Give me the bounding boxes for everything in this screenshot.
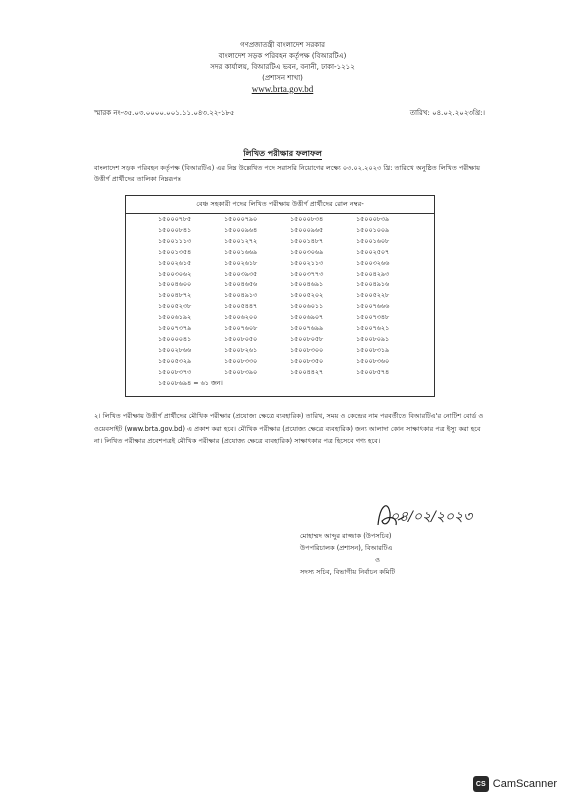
roll-number: ১৫০০১৪৮৭ [290, 236, 324, 245]
roll-number: ১৫০০০৭৯০ [224, 215, 258, 223]
roll-number: ১৫০০০৭৮৫ [158, 215, 192, 223]
roll-column-4 [356, 214, 420, 378]
roll-number: ১৫০০৩০৬৯ [290, 247, 324, 256]
roll-number: ১৫০০২৬১৫ [158, 258, 192, 267]
signature-date: ০৪/০২/২০২৩ [390, 509, 473, 525]
roll-number: ১৫০০৭৬৬৬ [356, 302, 390, 311]
document-title [0, 148, 565, 161]
roll-number: ১৫০০২১১৩ [290, 258, 324, 267]
roll-number: ১৫০০০৯৬৫ [290, 225, 324, 234]
roll-number: ১৫০০১৬৬৯ [224, 247, 258, 256]
website-link[interactable]: www.brta.gov.bd [251, 84, 314, 94]
memo-row [94, 107, 485, 119]
roll-column-3 [290, 214, 354, 378]
roll-number: ১৫০০১০০৯ [356, 225, 390, 234]
roll-number: ১৫০০২৮৬৬ [158, 345, 192, 354]
roll-number: ১৫০০১২৭২ [224, 236, 258, 245]
roll-number-table [125, 195, 435, 397]
roll-number: ১৫০০৭৬২১ [356, 324, 390, 333]
intro-paragraph: বাংলাদেশ সড়ক পরিবহন কর্তৃপক্ষ (বিআরটিএ) এর নিম্ন উল্লেখিত পদে সরাসরি নিয়োগের লক্ষ্যে ০৩.০২.২০২৩ খ্রি: তারিখে অনুষ্ঠিত লিখিত পরীক্ষায় উত্তীর্ণ প্রার্থীদের তালিকা নিম্নরূপঃ [94, 164, 481, 183]
note-paragraph: ২। লিখিত পরীক্ষায় উত্তীর্ণ প্রার্থীদের মৌখিক পরীক্ষার (প্রযোজ্য ক্ষেত্রে ব্যবহারিক) তারিখ, সময় ও কেন্দ্রের নাম পরবর্তীতে বিআরটিএ'র নোটিশ বোর্ড ও ওয়েবসাইট (www.brta.gov.bd) এ প্রকাশ করা হবে। মৌখিক পরীক্ষার (প্রযোজ্য ক্ষেত্রে ব্যবহারিক) জন্য আলাদা কোন সাক্ষাৎকার পত্র ইস্যু করা হবে না। লিখিত পরীক্ষার প্রবেশপত্রই মৌখিক পরীক্ষার (প্রযোজ্য ক্ষেত্রে ব্যবহারিক) সাক্ষাৎকার পত্র হিসেবে গণ্য হবে। [94, 412, 484, 445]
roll-number: ১৫০০৮০৫৮ [290, 334, 324, 343]
roll-number: ১৫০০০৮৪১ [158, 225, 192, 234]
roll-number: ১৫০০০৮৩৪ [290, 215, 324, 223]
signer-designation: উপপরিচালক (প্রশাসন), বিআরটিএ [300, 544, 393, 552]
roll-number: ১৫০০৫২০২ [290, 291, 324, 300]
roll-number: ১৫০০০০৪১ [158, 334, 192, 343]
roll-number: ১৫০০৩৭৭৩ [290, 269, 324, 278]
roll-number: ১৫০০৮৩০০ [290, 345, 324, 354]
table-heading: বেঞ্চ সহকারী পদের লিখিত পরীক্ষায় উত্তীর্ণ প্রার্থীদের রোল নম্বর- [126, 196, 434, 214]
camscanner-label: CamScanner [492, 778, 557, 790]
camscanner-icon: CS [473, 776, 489, 792]
roll-number: ১৫০০২৬১৮ [224, 258, 258, 267]
roll-number: ১৫০০৮৩১৯ [356, 345, 390, 354]
gov-line: গণপ্রজাতন্ত্রী বাংলাদেশ সরকার [240, 41, 325, 49]
roll-number: ১৫০০১৬০৮ [356, 236, 390, 245]
roll-column-1 [158, 214, 222, 389]
roll-number: ১৫০০৬১৯২ [158, 313, 192, 322]
roll-number: ১৫০০৮৫৭৪ [356, 367, 390, 376]
roll-number: ১৫০০৭৩৭৯ [158, 324, 192, 333]
branch-name: (প্রশাসন শাখা) [262, 74, 303, 82]
roll-number: ১৫০০৫২৩৮ [158, 302, 192, 311]
roll-number: ১৫০০৮৩৩০ [224, 356, 258, 365]
memo-number: স্মারক নং-৩৫.০৩.০০০০.০০১.১১.০৪৩.২২-১৮৫ [94, 109, 235, 117]
signer-role: সদস্য সচিব, বিভাগীয় নির্বাচন কমিটি [300, 568, 396, 576]
signer-conjunction: ও [375, 556, 380, 564]
org-address: সদর কার্যালয়, বিআরটিএ ভবন, বনানী, ঢাকা-১২১২ [210, 63, 355, 71]
roll-number: ১৫০০০৮৩৯ [356, 215, 390, 223]
roll-number: ১৫০০৬৯০৭ [290, 313, 324, 322]
roll-number: ১৫০০৮২৬১ [224, 345, 258, 354]
roll-number: ১৫০০৪২৯৩ [356, 269, 390, 278]
roll-number: ১৫০০৮৩৬০ [356, 356, 390, 365]
camscanner-watermark [473, 776, 557, 792]
roll-number: ১৫০০১৩৫৪ [158, 247, 192, 256]
roll-number: ১৫০০৭৩৪৮ [356, 313, 390, 322]
roll-number: ১৫০০৪৪২৭ [290, 367, 324, 376]
roll-number: ১৫০০৪৬০০ [158, 280, 192, 289]
roll-number: ১৫০০৮৬৯৪ = ৬১ জন। [158, 378, 223, 387]
roll-number: ১৫০০৭৬৯৯ [290, 324, 324, 333]
roll-number: ১৫০০৩২৬৬ [356, 258, 390, 267]
signer-name: মোহাম্মদ আব্দুর রাজ্জাক (উপসচিব) [300, 532, 392, 540]
roll-number: ১৫০০৮০৯১ [356, 334, 390, 343]
roll-number: ১৫০০৪৯১৩ [224, 291, 258, 300]
roll-number: ১৫০০৩০৬২ [158, 269, 192, 278]
roll-number: ১৫০০৮৩৭৩ [158, 367, 192, 376]
roll-number: ১৫০০৮৩৫০ [290, 356, 324, 365]
roll-number: ১৫০০২৫০৭ [356, 247, 390, 256]
roll-number: ১৫০০৫৪৪৭ [224, 302, 258, 311]
roll-number: ১৫০০৫৩২৯ [158, 356, 192, 365]
letterhead [0, 40, 565, 95]
roll-number: ১৫০০৪৯১৬ [356, 280, 390, 289]
roll-number: ১৫০০৬২০০ [224, 313, 258, 322]
roll-column-2 [224, 214, 288, 378]
roll-number: ১৫০০৪৮৭২ [158, 291, 192, 300]
org-name: বাংলাদেশ সড়ক পরিবহন কর্তৃপক্ষ (বিআরটিএ) [218, 52, 347, 60]
roll-number: ১৫০০৮০৫০ [224, 334, 258, 343]
memo-date: তারিখ: ০৪.০২.২০২৩খ্রি:। [409, 109, 485, 117]
title-text: লিখিত পরীক্ষার ফলাফল [243, 149, 322, 158]
roll-number: ১৫০০৭৬০৮ [224, 324, 258, 333]
signer-block [300, 530, 500, 578]
roll-number: ১৫০০৩৯৩৫ [224, 269, 258, 278]
roll-number: ১৫০০১১১৩ [158, 236, 192, 245]
roll-number: ১৫০০৫২২৮ [356, 291, 390, 300]
roll-number: ১৫০০০৯৬৪ [224, 225, 258, 234]
roll-number: ১৫০০৪৬৯১ [290, 280, 324, 289]
roll-number: ১৫০০৮৩৯০ [224, 367, 258, 376]
roll-number: ১৫০০৪৬৫৬ [224, 280, 258, 289]
roll-number: ১৫০০৬০১১ [290, 302, 324, 311]
